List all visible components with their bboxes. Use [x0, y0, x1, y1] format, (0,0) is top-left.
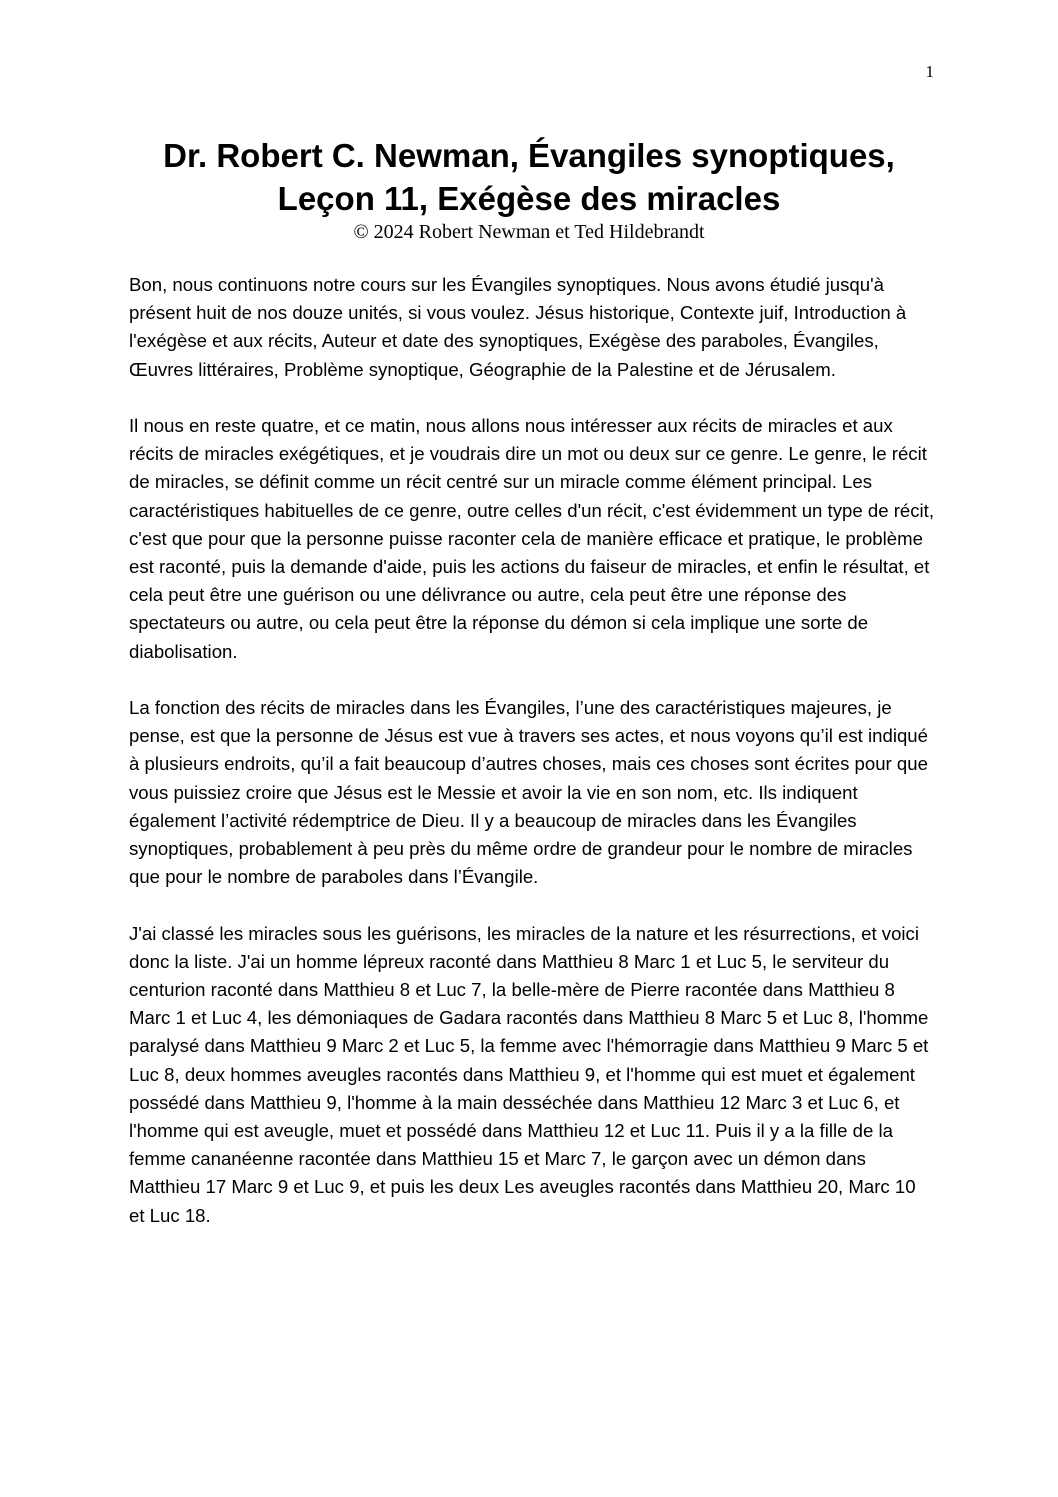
- document-body: [129, 271, 935, 1258]
- page-number: 1: [925, 62, 934, 81]
- document-title-line-2: Leçon 11, Exégèse des miracles: [277, 180, 781, 217]
- title-block: [0, 134, 1058, 244]
- paragraph-4: J'ai classé les miracles sous les guérisons, les miracles de la nature et les résurrections, et voici donc la liste. J'ai un homme lépreux raconté dans Matthieu 8 Marc 1 et Luc 5, le serviteur du centurion raconté dans Matthieu 8 et Luc 7, la belle-mère de Pierre racontée dans Matthieu 8 Marc 1 et Luc 4, les démoniaques de Gadara racontés dans Matthieu 8 Marc 5 et Luc 8, l'homme paralysé dans Matthieu 9 Marc 2 et Luc 5, la femme avec l'hémorragie dans Matthieu 9 Marc 5 et Luc 8, deux hommes aveugles racontés dans Matthieu 9, et l'homme qui est muet et également possédé dans Matthieu 9, l'homme à la main desséchée dans Matthieu 12 Marc 3 et Luc 6, et l'homme qui est aveugle, muet et possédé dans Matthieu 12 et Luc 11. Puis il y a la fille de la femme cananéenne racontée dans Matthieu 15 et Marc 7, le garçon avec un démon dans Matthieu 17 Marc 9 et Luc 9, et puis les deux Les aveugles racontés dans Matthieu 20, Marc 10 et Luc 18.: [129, 922, 929, 1226]
- document-title-line-1: Dr. Robert C. Newman, Évangiles synoptiques,: [163, 137, 895, 174]
- paragraph-2: Il nous en reste quatre, et ce matin, nous allons nous intéresser aux récits de miracles et aux récits de miracles exégétiques, et je voudrais dire un mot ou deux sur ce genre. Le genre, le récit de miracles, se définit comme un récit centré sur un miracle comme élément principal. Les caractéristiques habituelles de ce genre, outre celles d'un récit, c'est évidemment un type de récit, c'est que pour que la personne puisse raconter cela de manière efficace et pratique, le problème est raconté, puis la demande d'aide, puis les actions du faiseur de miracles, et enfin le résultat, et cela peut être une guérison ou une délivrance ou autre, cela peut être une réponse des spectateurs ou autre, ou cela peut être la réponse du démon si cela implique une sorte de diabolisation.: [129, 415, 934, 662]
- paragraph-1: Bon, nous continuons notre cours sur les Évangiles synoptiques. Nous avons étudié jusqu'à présent huit de nos douze unités, si vous voulez. Jésus historique, Contexte juif, Introduction à l'exégèse et aux récits, Auteur et date des synoptiques, Exégèse des paraboles, Évangiles, Œuvres littéraires, Problème synoptique, Géographie de la Palestine et de Jérusalem.: [129, 274, 907, 380]
- copyright-notice: © 2024 Robert Newman et Ted Hildebrandt: [353, 221, 705, 243]
- paragraph-3: La fonction des récits de miracles dans les Évangiles, l’une des caractéristiques majeures, je pense, est que la personne de Jésus est vue à travers ses actes, et nous voyons qu’il est indiqué à plusieurs endroits, qu’il a fait beaucoup d’autres choses, mais ces choses sont écrites pour que vous puissiez croire que Jésus est le Messie et avoir la vie en son nom, etc. Ils indiquent également l’activité rédemptrice de Dieu. Il y a beaucoup de miracles dans les Évangiles synoptiques, probablement à peu près du même ordre de grandeur pour le nombre de miracles que pour le nombre de paraboles dans l’Évangile.: [129, 697, 928, 888]
